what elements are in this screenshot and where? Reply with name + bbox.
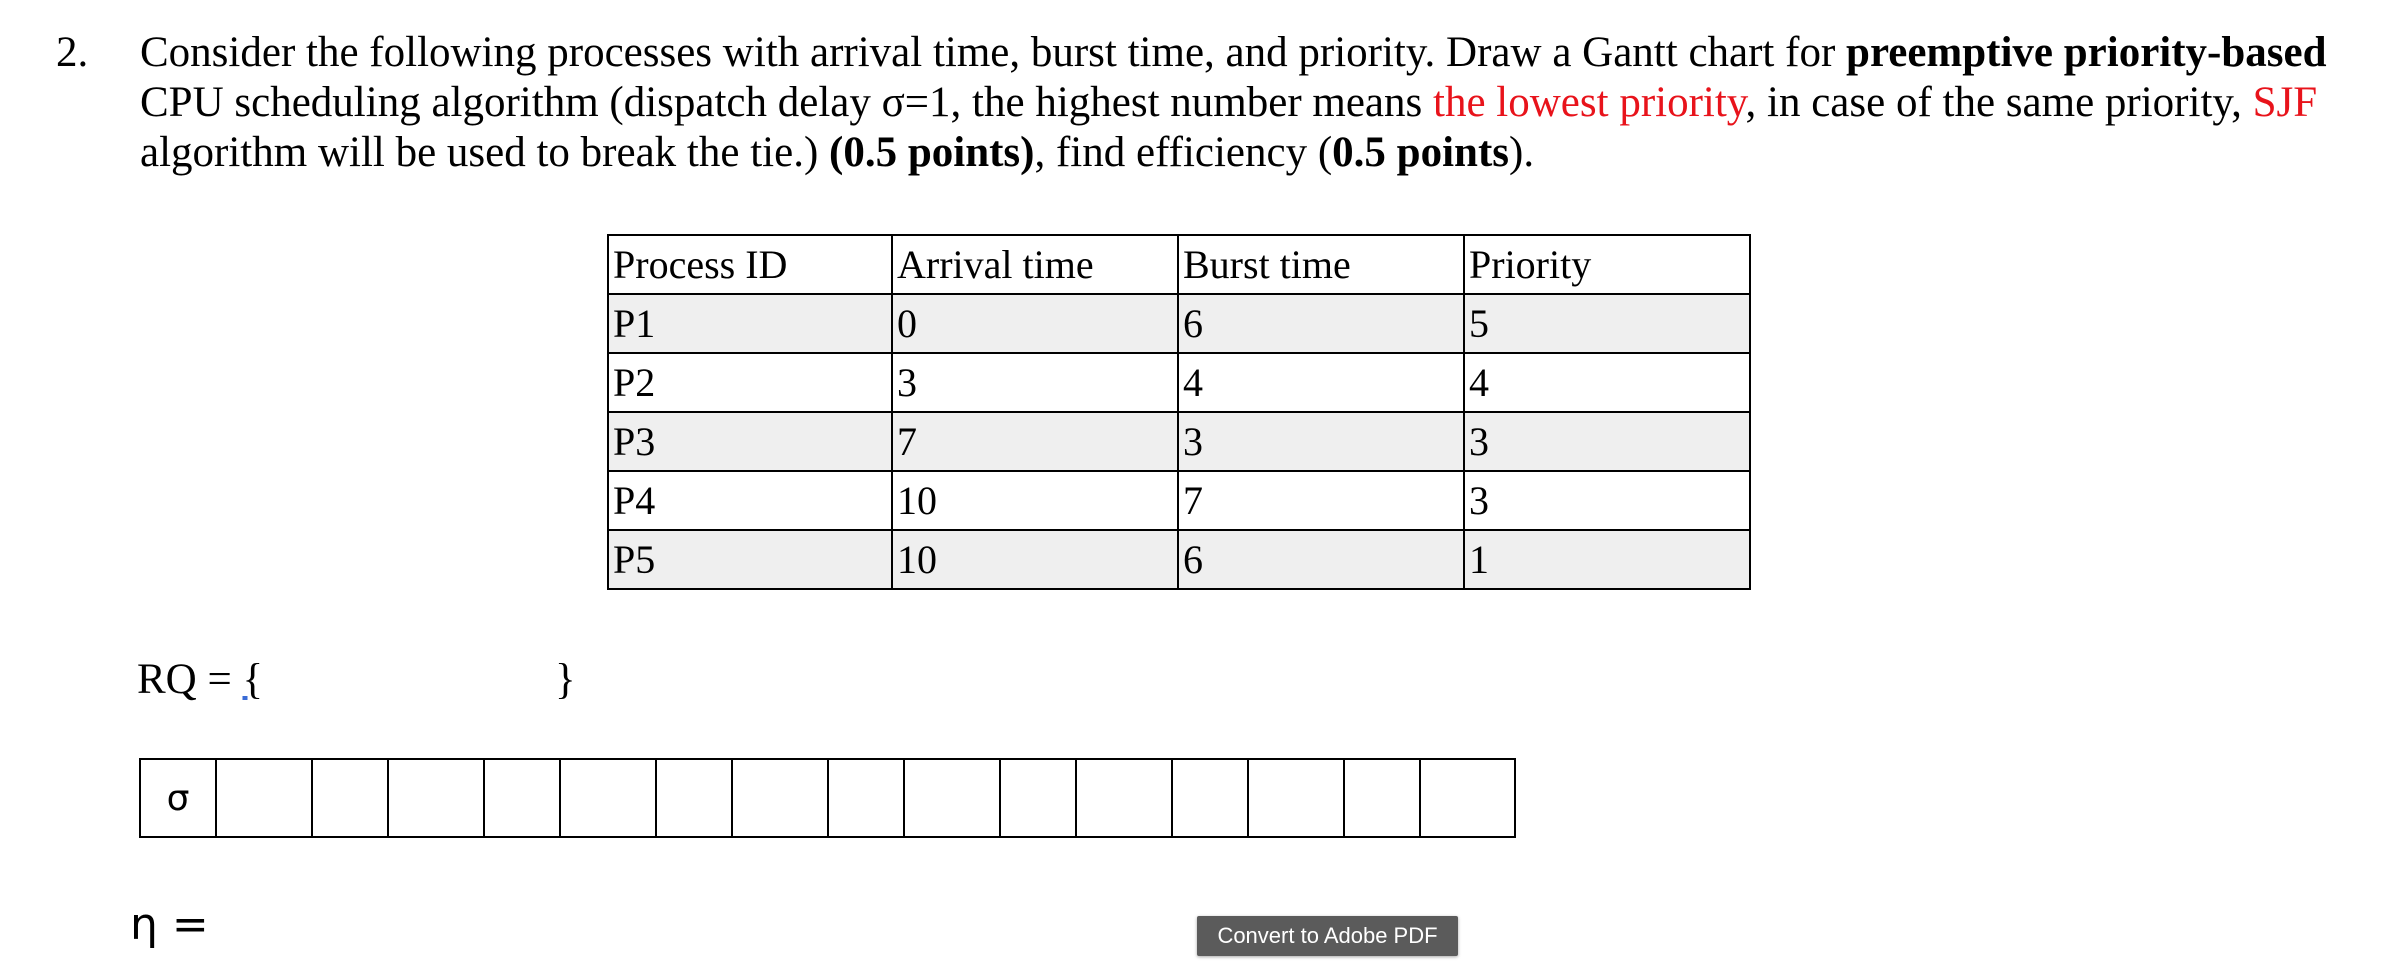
header-priority: Priority — [1464, 235, 1750, 294]
gantt-cell[interactable] — [561, 760, 657, 836]
gantt-cell[interactable] — [1173, 760, 1249, 836]
table-row — [608, 353, 1750, 412]
cell-burst-time: 3 — [1178, 412, 1464, 471]
cell-priority: 4 — [1464, 353, 1750, 412]
gantt-cell[interactable] — [905, 760, 1001, 836]
gantt-cell[interactable] — [217, 760, 313, 836]
efficiency-label: η = — [130, 899, 209, 950]
table-row — [608, 412, 1750, 471]
ready-queue-close-brace: } — [555, 656, 576, 703]
gantt-cell[interactable] — [313, 760, 389, 836]
table-row — [608, 530, 1750, 589]
question-line-2-text-b: , in case of the same priority, — [1745, 79, 2253, 126]
question-line-2-text: CPU scheduling algorithm (dispatch delay σ=1, the highest number means — [140, 79, 1434, 126]
gantt-cell[interactable] — [657, 760, 733, 836]
cell-burst-time: 4 — [1178, 353, 1464, 412]
cell-process-id: P1 — [608, 294, 892, 353]
gantt-cell[interactable] — [485, 760, 561, 836]
question-line-2 — [140, 78, 2390, 128]
cell-priority: 1 — [1464, 530, 1750, 589]
cell-process-id: P3 — [608, 412, 892, 471]
gantt-cell[interactable] — [1077, 760, 1173, 836]
convert-to-pdf-button[interactable]: Convert to Adobe PDF — [1197, 916, 1458, 956]
cell-process-id: P5 — [608, 530, 892, 589]
question-line-3-text: algorithm will be used to break the tie.) — [140, 129, 830, 176]
cell-burst-time: 6 — [1178, 294, 1464, 353]
gantt-cell[interactable] — [389, 760, 485, 836]
question-line-3-text-c: ). — [1509, 129, 1535, 176]
ready-queue-open-brace: { — [242, 656, 264, 703]
question-line-3-text-b: , find efficiency ( — [1034, 129, 1333, 176]
gantt-dispatch-cell: σ — [141, 760, 217, 836]
table-row — [608, 471, 1750, 530]
process-table — [607, 234, 1751, 590]
table-row — [608, 294, 1750, 353]
gantt-cell[interactable] — [733, 760, 829, 836]
question-text — [140, 28, 2390, 178]
gantt-cell[interactable] — [1345, 760, 1421, 836]
question-red-sjf: SJF — [2252, 79, 2318, 126]
cell-burst-time: 7 — [1178, 471, 1464, 530]
cell-process-id: P2 — [608, 353, 892, 412]
cell-arrival-time: 3 — [892, 353, 1178, 412]
question-line-1-text: Consider the following processes with arrival time, burst time, and priority. Draw a Gantt chart for — [140, 29, 1847, 76]
question-number: 2. — [56, 29, 89, 76]
question-line-1 — [140, 28, 2390, 78]
cell-arrival-time: 7 — [892, 412, 1178, 471]
header-arrival-time: Arrival time — [892, 235, 1178, 294]
gantt-cell[interactable] — [829, 760, 905, 836]
cell-priority: 5 — [1464, 294, 1750, 353]
gantt-cell[interactable] — [1421, 760, 1514, 836]
header-burst-time: Burst time — [1178, 235, 1464, 294]
cell-priority: 3 — [1464, 471, 1750, 530]
ready-queue-label: RQ = — [137, 656, 243, 703]
cell-arrival-time: 10 — [892, 471, 1178, 530]
cell-arrival-time: 0 — [892, 294, 1178, 353]
cell-arrival-time: 10 — [892, 530, 1178, 589]
question-points-efficiency: 0.5 points — [1332, 129, 1510, 176]
gantt-cell[interactable] — [1001, 760, 1077, 836]
cell-priority: 3 — [1464, 412, 1750, 471]
question-emphasis-algorithm: preemptive priority-based — [1846, 29, 2327, 76]
question-red-lowest-priority: the lowest priority — [1433, 79, 1746, 126]
cell-process-id: P4 — [608, 471, 892, 530]
header-process-id: Process ID — [608, 235, 892, 294]
gantt-cell[interactable] — [1249, 760, 1345, 836]
cell-burst-time: 6 — [1178, 530, 1464, 589]
gantt-chart — [139, 758, 1516, 838]
ready-queue — [137, 655, 263, 705]
question-points-gantt: (0.5 points) — [829, 129, 1035, 176]
question-line-3 — [140, 128, 2390, 178]
table-header-row — [608, 235, 1750, 294]
